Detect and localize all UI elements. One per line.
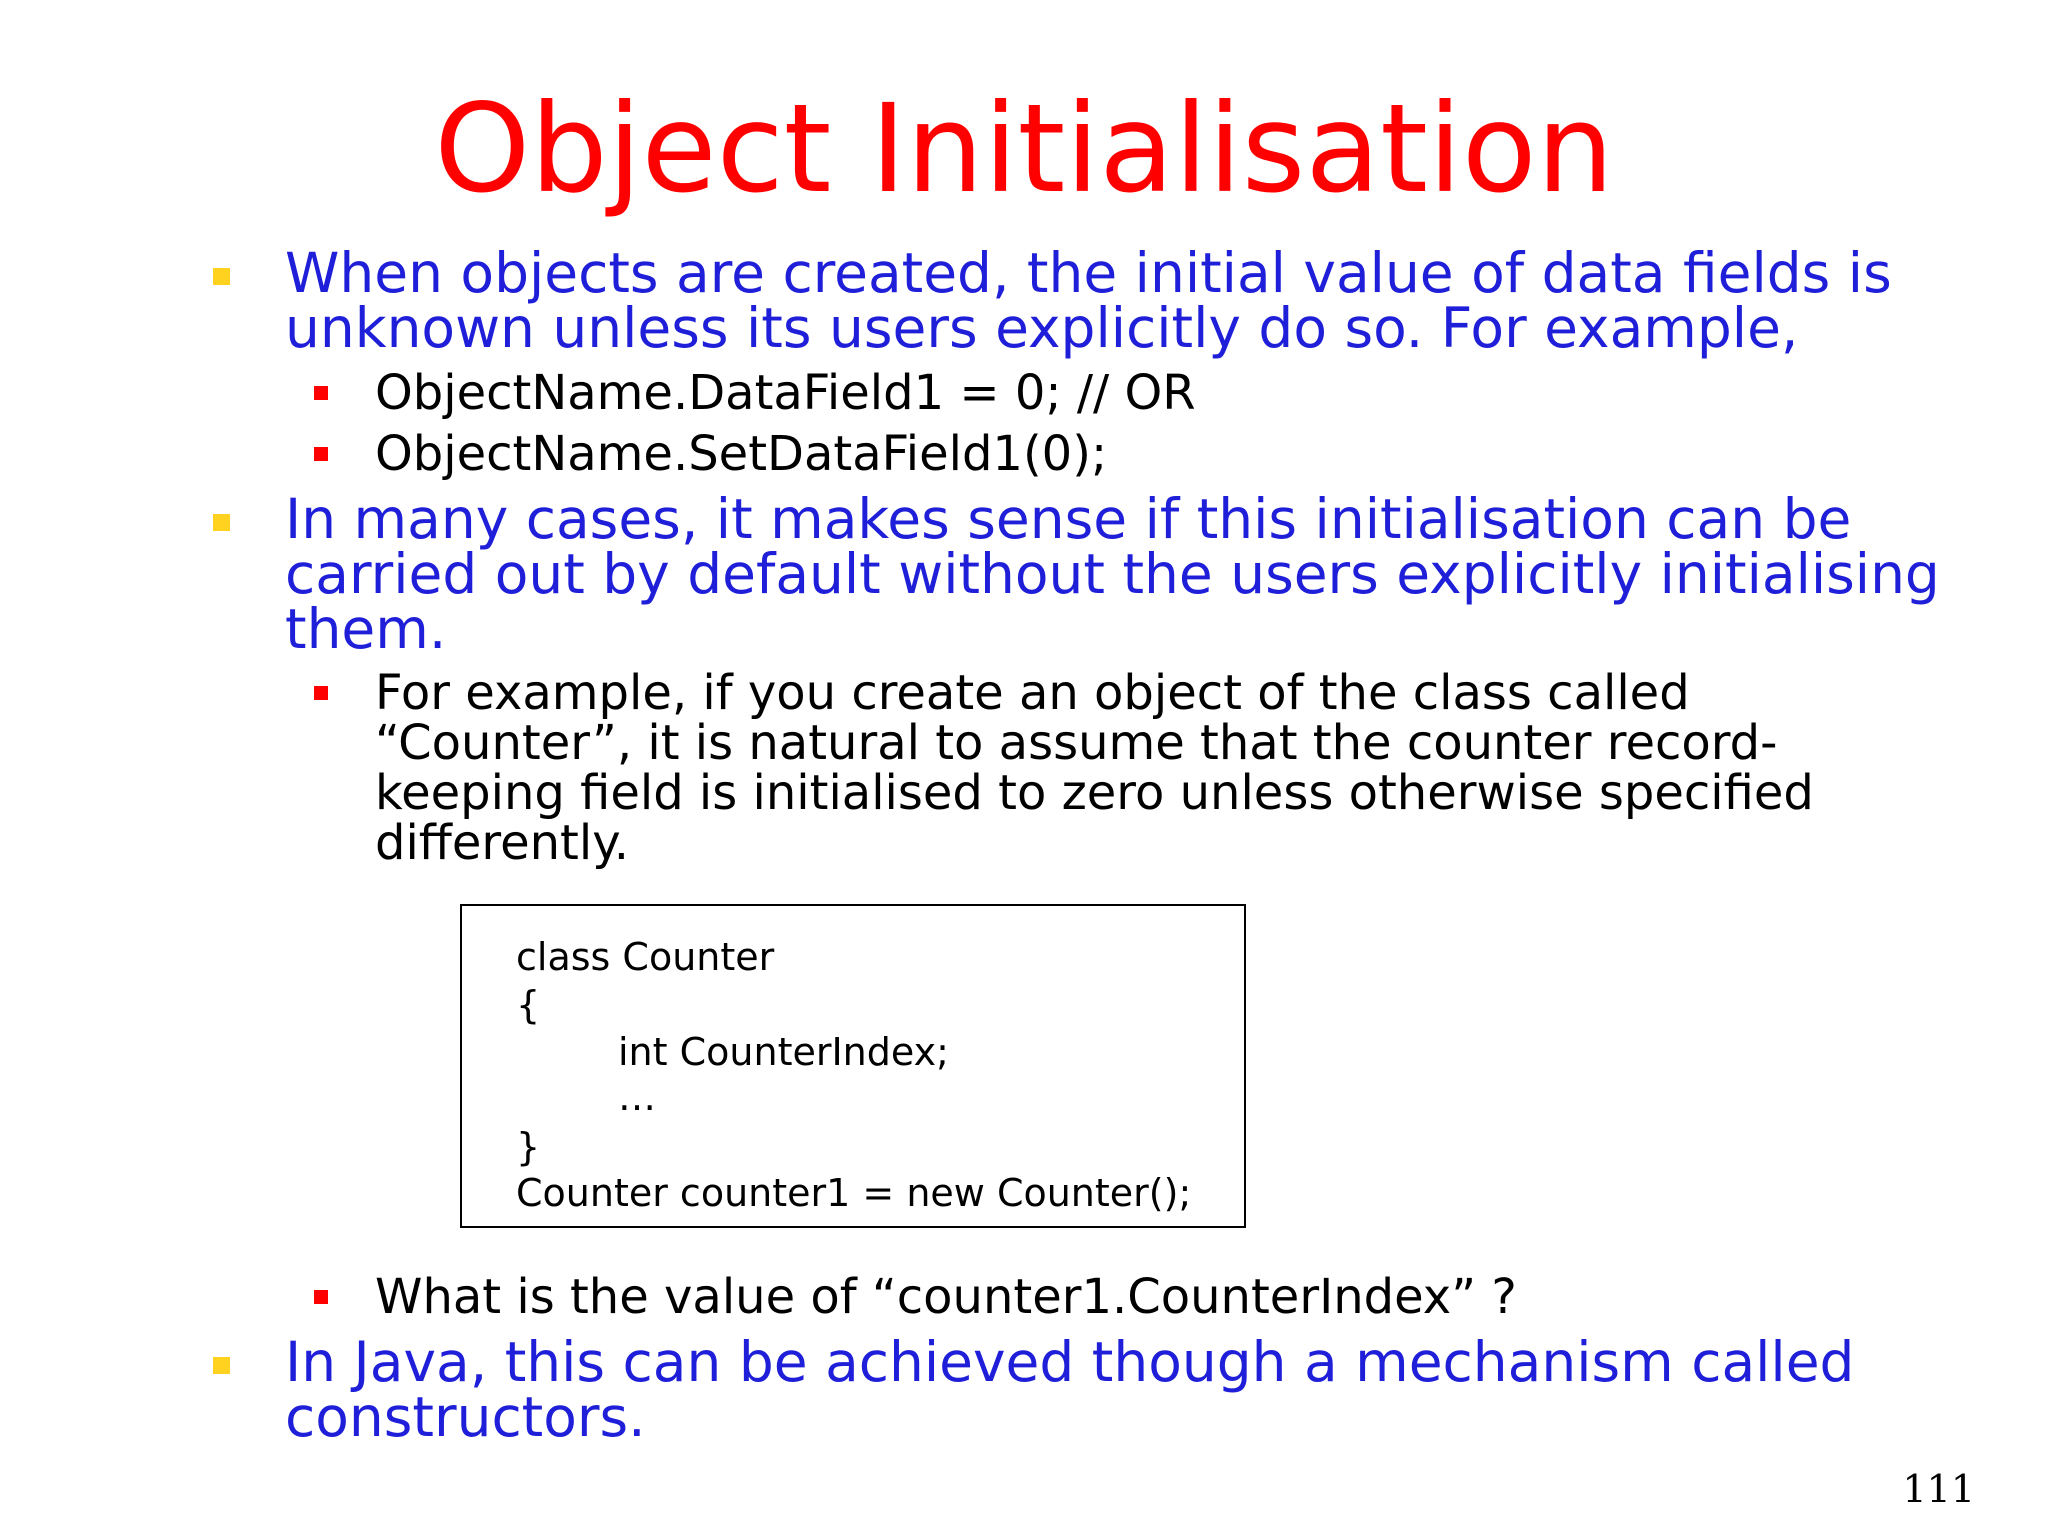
code-line: int CounterIndex; (618, 1030, 949, 1074)
slide-title: Object Initialisation (434, 78, 1614, 220)
bullet-marker (314, 447, 328, 461)
bullet-text-line: In Java, this can be achieved though a mechanism called (285, 1330, 1855, 1394)
bullet-level2 (375, 1269, 1775, 1325)
bullet-level2 (375, 365, 1775, 421)
bullet-level2 (375, 665, 1814, 871)
bullet-text-line: constructors. (285, 1385, 646, 1449)
bullet-level1 (285, 1330, 1855, 1449)
code-line: class Counter (516, 935, 775, 979)
code-line: … (618, 1075, 656, 1119)
bullet-text-line: For example, if you create an object of the class called (375, 665, 1690, 721)
bullet-marker (213, 268, 230, 285)
bullet-text-line: carried out by default without the users explicitly initialising (285, 542, 1940, 606)
bullet-text-line: unknown unless its users explicitly do so. For example, (285, 296, 1799, 360)
bullet-text-line: differently. (375, 815, 630, 871)
bullet-text-line: When objects are created, the initial value of data fields is (285, 241, 1892, 305)
bullet-level1 (285, 487, 1940, 661)
page-number: 111 (1902, 1467, 1975, 1511)
bullet-marker (314, 1290, 328, 1304)
bullet-text-line: keeping field is initialised to zero unless otherwise specified (375, 765, 1814, 821)
bullet-text-line: What is the value of “counter1.CounterIndex” ? (375, 1269, 1517, 1325)
bullet-level2 (375, 426, 1775, 482)
bullet-marker (314, 686, 328, 700)
code-line: { (516, 983, 541, 1027)
code-box (460, 904, 1246, 1228)
bullet-text-line: ObjectName.SetDataField1(0); (375, 426, 1108, 482)
bullet-text-line: “Counter”, it is natural to assume that the counter record- (375, 715, 1778, 771)
bullet-text-line: In many cases, it makes sense if this initialisation can be (285, 487, 1852, 551)
bullet-marker (213, 1357, 230, 1374)
code-line: Counter counter1 = new Counter(); (516, 1171, 1192, 1215)
bullet-level1 (285, 241, 1892, 360)
bullet-text-line: them. (285, 597, 447, 661)
code-line: } (516, 1125, 541, 1169)
bullet-marker (314, 386, 328, 400)
bullet-marker (213, 514, 230, 531)
bullet-text-line: ObjectName.DataField1 = 0; // OR (375, 365, 1196, 421)
